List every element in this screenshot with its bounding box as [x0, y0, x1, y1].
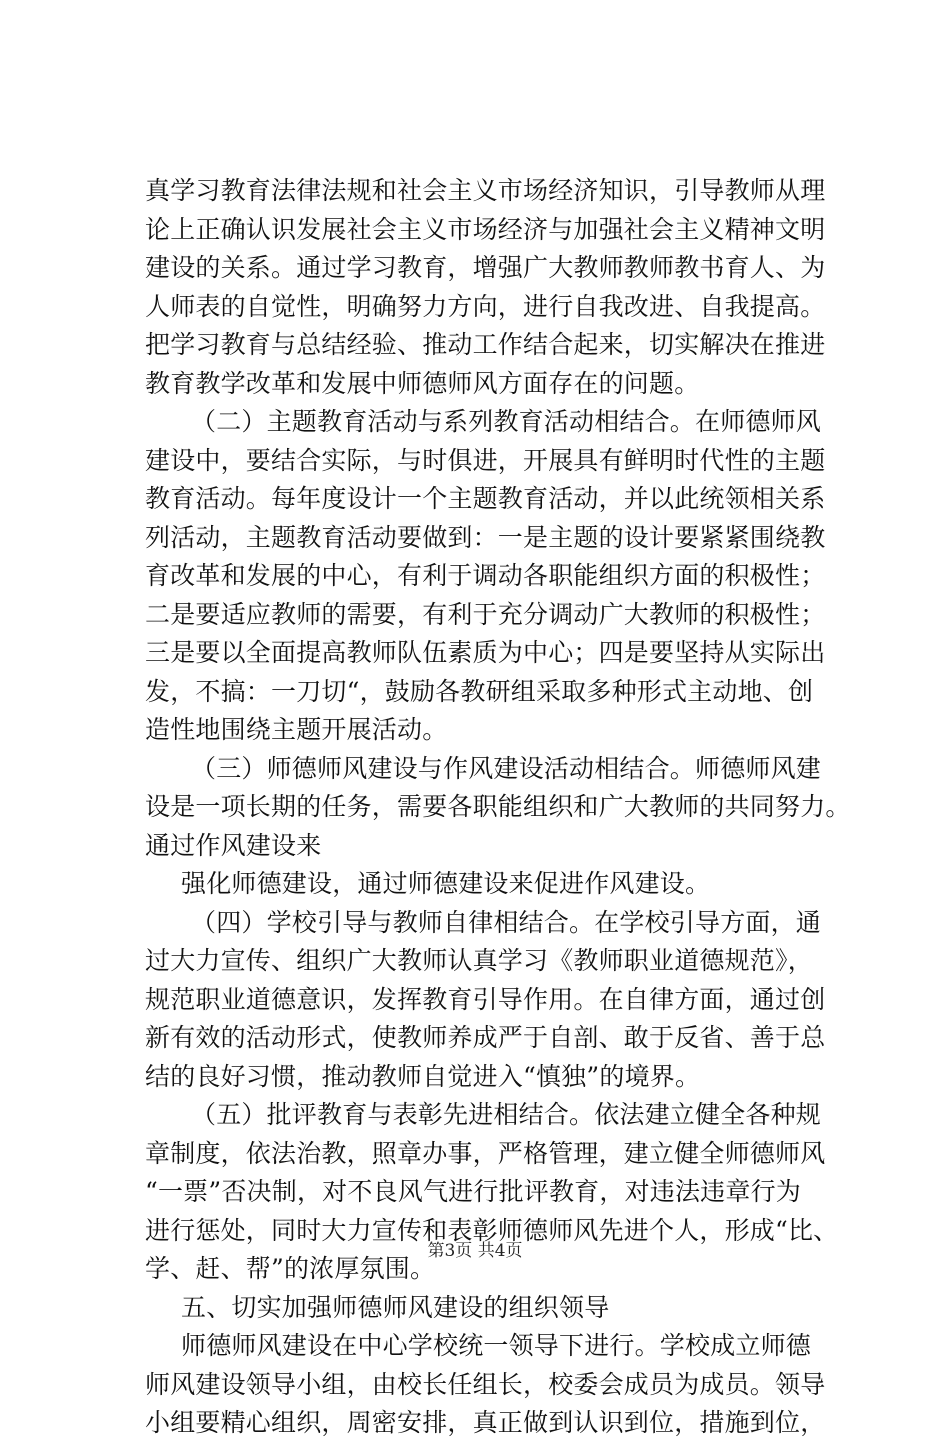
- text-line: 教育教学改革和发展中师德师风方面存在的问题。: [145, 368, 700, 398]
- text-line: 五、切实加强师德师风建设的组织领导: [181, 1292, 610, 1322]
- page-footer: 第3页 共4页: [427, 1241, 523, 1261]
- text-line: 造性地围绕主题开展活动。: [145, 715, 448, 744]
- text-line: 新有效的活动形式，使教师养成严于自剖、敢于反省、善于总: [145, 1023, 826, 1052]
- text-line: 师风建设领导小组，由校长任组长，校委会成员为成员。领导: [145, 1369, 826, 1399]
- text-line: 通过作风建设来: [145, 830, 322, 860]
- text-line: 过大力宣传、组织广大教师认真学习《教师职业道德规范》，: [145, 946, 813, 975]
- text-line: 设是一项长期的任务，需要各职能组织和广大教师的共同努力。: [145, 792, 851, 821]
- text-line: 强化师德建设，通过师德建设来促进作风建设。: [181, 869, 711, 898]
- text-line: （三）师德师风建设与作风建设活动相结合。师德师风建: [191, 753, 822, 783]
- text-line: 师德师风建设在中心学校统一领导下进行。学校成立师德: [181, 1331, 812, 1360]
- text-line: （四）学校引导与教师自律相结合。在学校引导方面，通: [191, 907, 822, 937]
- text-line: 教育活动。每年度设计一个主题教育活动，并以此统领相关系: [145, 484, 826, 513]
- text-line: 论上正确认识发展社会主义市场经济与加强社会主义精神文明: [145, 214, 826, 244]
- text-line: 三是要以全面提高教师队伍素质为中心；四是要坚持从实际出: [145, 638, 826, 667]
- text-line: （五）批评教育与表彰先进相结合。依法建立健全各种规: [191, 1100, 822, 1129]
- text-line: 列活动，主题教育活动要做到：一是主题的设计要紧紧围绕教: [145, 522, 826, 552]
- text-line: 发，不搞：一刀切“，鼓励各教研组采取多种形式主动地、创: [145, 676, 814, 706]
- text-line: 建设的关系。通过学习教育，增强广大教师教师教书育人、为: [145, 253, 826, 282]
- text-line: 把学习教育与总结经验、推动工作结合起来，切实解决在推进: [145, 330, 826, 359]
- text-line: （二）主题教育活动与系列教育活动相结合。在师德师风: [191, 407, 822, 436]
- text-line: “一票”否决制，对不良风气进行批评教育，对违法违章行为: [145, 1177, 801, 1206]
- text-line: 真学习教育法律法规和社会主义市场经济知识，引导教师从理: [145, 176, 826, 205]
- text-line: 结的良好习惯，推动教师自觉进入“慎独”的境界。: [145, 1061, 701, 1091]
- text-line: 二是要适应教师的需要，有利于充分调动广大教师的积极性；: [145, 599, 826, 629]
- text-line: 学、赶、帮”的浓厚氛围。: [145, 1254, 436, 1283]
- text-line: 章制度，依法治教，照章办事，严格管理，建立健全师德师风: [145, 1138, 826, 1168]
- text-line: 育改革和发展的中心，有利于调动各职能组织方面的积极性；: [145, 561, 826, 590]
- text-line: 人师表的自觉性，明确努力方向，进行自我改进、自我提高。: [145, 291, 826, 321]
- text-line: 小组要精心组织，周密安排，真正做到认识到位，措施到位，: [145, 1408, 826, 1437]
- text-line: 建设中，要结合实际，与时俱进，开展具有鲜明时代性的主题: [145, 445, 826, 475]
- text-line: 规范职业道德意识，发挥教育引导作用。在自律方面，通过创: [145, 984, 826, 1014]
- text-line: 进行惩处，同时大力宣传和表彰师德师风先进个人，形成“比、: [145, 1215, 839, 1245]
